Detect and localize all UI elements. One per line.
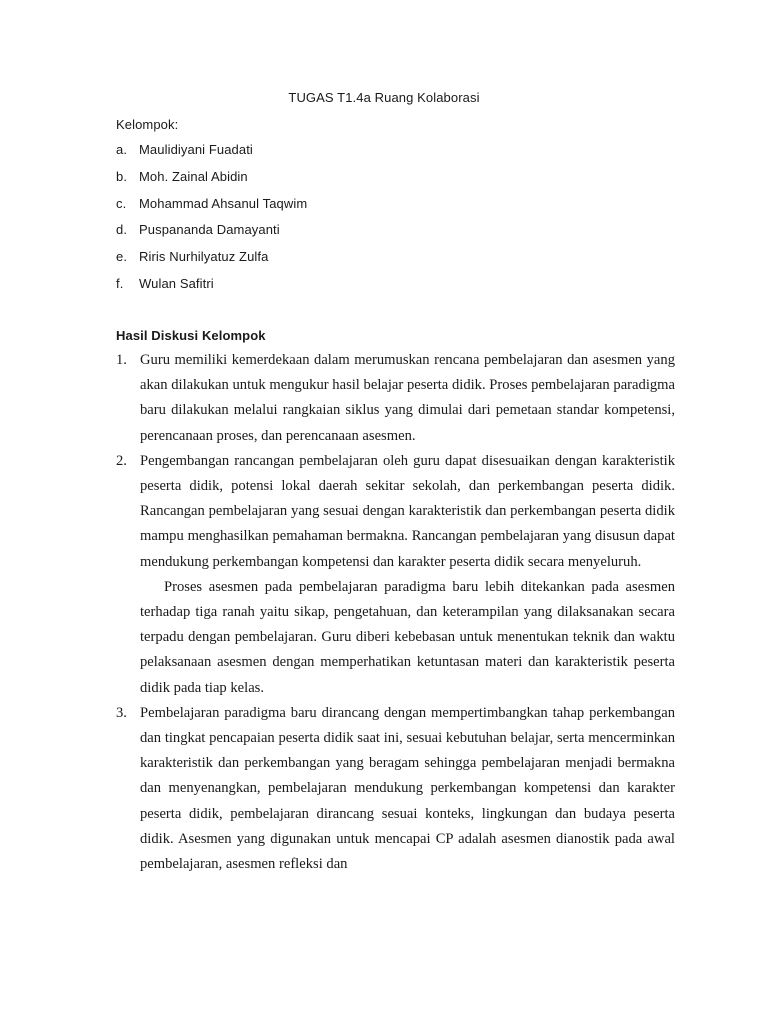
list-item bbox=[116, 222, 307, 249]
paragraph: Pembelajaran paradigma baru dirancang dengan mempertimbangkan tahap perkembangan dan tingkat pencapaian peserta didik saat ini, sesuai kebutuhan belajar, serta mencerminkan karakteristik dan perkembangan yang beragam sehingga pembelajaran menjadi bermakna dan menyenangkan, pembelajaran mendukung perkembangan kompetensi dan karakter peserta didik, pembelajaran dirancang sesuai konteks, lingkungan dan budaya peserta didik. Asesmen yang digunakan untuk mencapai CP adalah asesmen dianostik pada awal pembelajaran, asesmen refleksi dan bbox=[140, 704, 675, 873]
list-item bbox=[116, 142, 307, 169]
list-item bbox=[116, 196, 307, 223]
item-number: 3. bbox=[116, 704, 127, 721]
member-name: Maulidiyani Fuadati bbox=[139, 142, 253, 157]
group-label: Kelompok: bbox=[116, 117, 179, 132]
paragraph: Pengembangan rancangan pembelajaran oleh guru dapat disesuaikan dengan karakteristik peserta didik, potensi lokal daerah sekitar sekolah, dan perkembangan peserta didik. Rancangan pembelajaran yang sesuai dengan karakteristik dan perkembangan peserta didik mampu menghasilkan pemahaman bermakna. Rancangan pembelajaran yang disusun dapat mendukung perkembangan kompetensi dan karakter peserta didik secara menyeluruh. bbox=[140, 452, 675, 570]
list-item bbox=[116, 276, 307, 303]
list-marker: a. bbox=[116, 142, 128, 157]
item-number: 2. bbox=[116, 452, 127, 469]
item-number: 1. bbox=[116, 352, 127, 368]
section-heading: Hasil Diskusi Kelompok bbox=[116, 328, 266, 343]
discussion-results bbox=[116, 348, 675, 877]
list-marker: c. bbox=[116, 195, 127, 211]
numbered-item bbox=[116, 701, 675, 877]
list-marker: d. bbox=[116, 222, 128, 238]
list-item bbox=[116, 249, 307, 276]
numbered-item bbox=[116, 449, 675, 701]
numbered-item bbox=[116, 348, 675, 449]
member-name: Puspananda Damayanti bbox=[139, 222, 280, 238]
member-name: Moh. Zainal Abidin bbox=[139, 168, 248, 184]
paragraph: Guru memiliki kemerdekaan dalam merumuskan rencana pembelajaran dan asesmen yang akan dilakukan untuk mengukur hasil belajar peserta didik. Proses pembelajaran paradigma baru dilakukan melalui rangkaian siklus yang dimulai dari pemetaan standar kompetensi, perencanaan proses, dan perencanaan asesmen. bbox=[140, 352, 675, 444]
list-item bbox=[116, 169, 307, 196]
member-name: Mohammad Ahsanul Taqwim bbox=[139, 195, 308, 211]
list-marker: b. bbox=[116, 168, 128, 184]
paragraph: Proses asesmen pada pembelajaran paradigma baru lebih ditekankan pada asesmen terhadap tiga ranah yaitu sikap, pengetahuan, dan keterampilan yang dilaksanakan secara terpadu dengan pembelajaran. Guru diberi kebebasan untuk menentukan teknik dan waktu pelaksanaan asesmen dengan memperhatikan ketuntasan materi dan karakteristik peserta didik pada tiap kelas. bbox=[140, 578, 675, 696]
member-list bbox=[116, 142, 307, 303]
member-name: Riris Nurhilyatuz Zulfa bbox=[139, 249, 269, 265]
list-marker: f. bbox=[116, 275, 124, 291]
list-marker: e. bbox=[116, 249, 128, 265]
document-title: TUGAS T1.4a Ruang Kolaborasi bbox=[288, 90, 480, 105]
member-name: Wulan Safitri bbox=[139, 275, 214, 291]
